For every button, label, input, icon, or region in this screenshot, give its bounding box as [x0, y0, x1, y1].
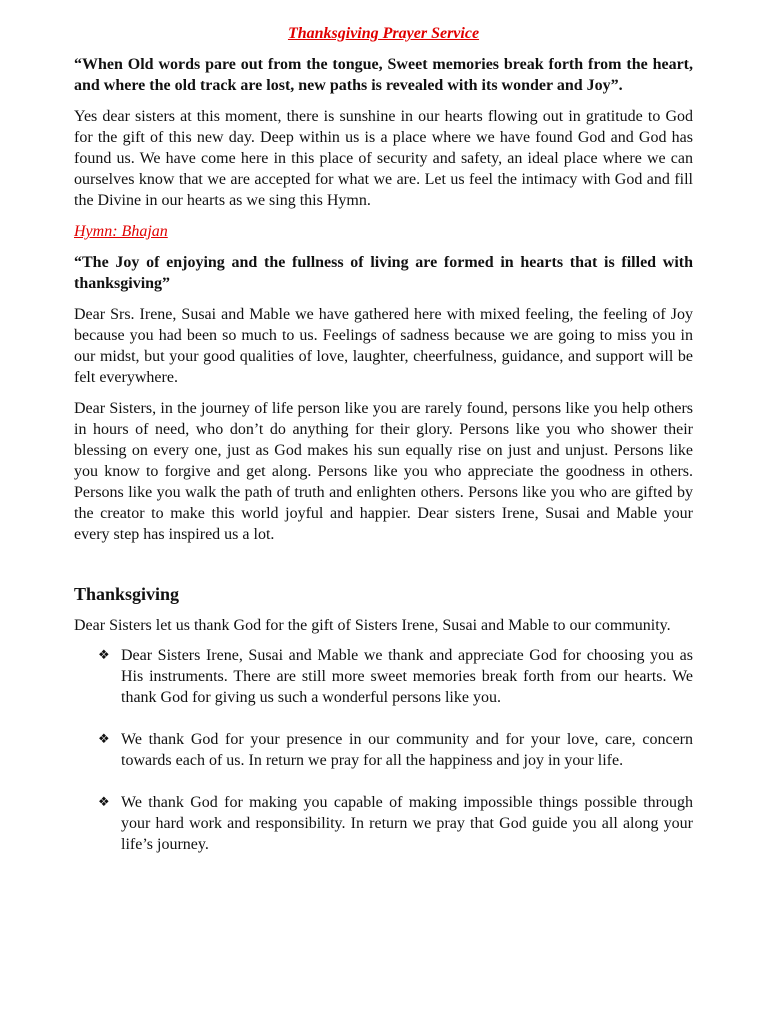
list-item — [74, 729, 693, 771]
document-page — [74, 24, 693, 876]
opening-quote: “When Old words pare out from the tongue, Sweet memories break forth from the heart, and where the old track are lost, new paths is revealed with its wonder and Joy”. — [74, 56, 693, 94]
diamond-bullet-icon: ❖ — [98, 795, 110, 810]
intro-paragraph: Yes dear sisters at this moment, there is sunshine in our hearts flowing out in gratitude to God for the gift of this new day. Deep within us is a place where we have found God and God has found us. We have come here in this place of security and safety, an ideal place where we can ourselves know that we are accepted for what we are. Let us feel the intimacy with God and fill the Divine in our hearts as we sing this Hymn. — [74, 108, 693, 209]
thanksgiving-intro: Dear Sisters let us thank God for the gift of Sisters Irene, Susai and Mable to our community. — [74, 617, 671, 634]
second-quote: “The Joy of enjoying and the fullness of living are formed in hearts that is filled with thanksgiving” — [74, 254, 693, 292]
diamond-bullet-icon: ❖ — [98, 732, 110, 747]
hymn-label: Hymn: Bhajan — [74, 223, 168, 240]
paragraph-journey: Dear Sisters, in the journey of life person like you are rarely found, persons like you help others in hours of need, who don’t do anything for their glory. Persons like you who shower their blessing on every one, just as God makes his sun equally rise on just and unjust. Persons like you know to forgive and get along. Persons like you who appreciate the goodness in others. Persons like you walk the path of truth and enlighten others. Persons like you who are gifted by the creator to make this world joyful and happier. Dear sisters Irene, Susai and Mable your every step has inspired us a lot. — [74, 400, 693, 543]
bullet-text: We thank God for your presence in our community and for your love, care, concern towards each of us. In return we pray for all the happiness and joy in your life. — [121, 731, 693, 769]
paragraph-farewell: Dear Srs. Irene, Susai and Mable we have gathered here with mixed feeling, the feeling of Joy because you had been so much to us. Feelings of sadness because we are going to miss you in our midst, but your good qualities of love, laughter, cheerfulness, guidance, and support will be felt everywhere. — [74, 306, 693, 386]
bullet-text: Dear Sisters Irene, Susai and Mable we thank and appreciate God for choosing you as His instruments. There are still more sweet memories break forth from our hearts. We thank God for giving us such a wonderful persons like you. — [121, 647, 693, 706]
list-item — [74, 792, 693, 855]
document-title: Thanksgiving Prayer Service — [287, 25, 480, 42]
list-item — [74, 645, 693, 708]
thanksgiving-bullet-list — [74, 645, 693, 855]
diamond-bullet-icon: ❖ — [98, 648, 110, 663]
thanksgiving-heading: Thanksgiving — [74, 584, 180, 604]
bullet-text: We thank God for making you capable of making impossible things possible through your hard work and responsibility. In return we pray that God guide you all along your life’s journey. — [121, 794, 693, 853]
